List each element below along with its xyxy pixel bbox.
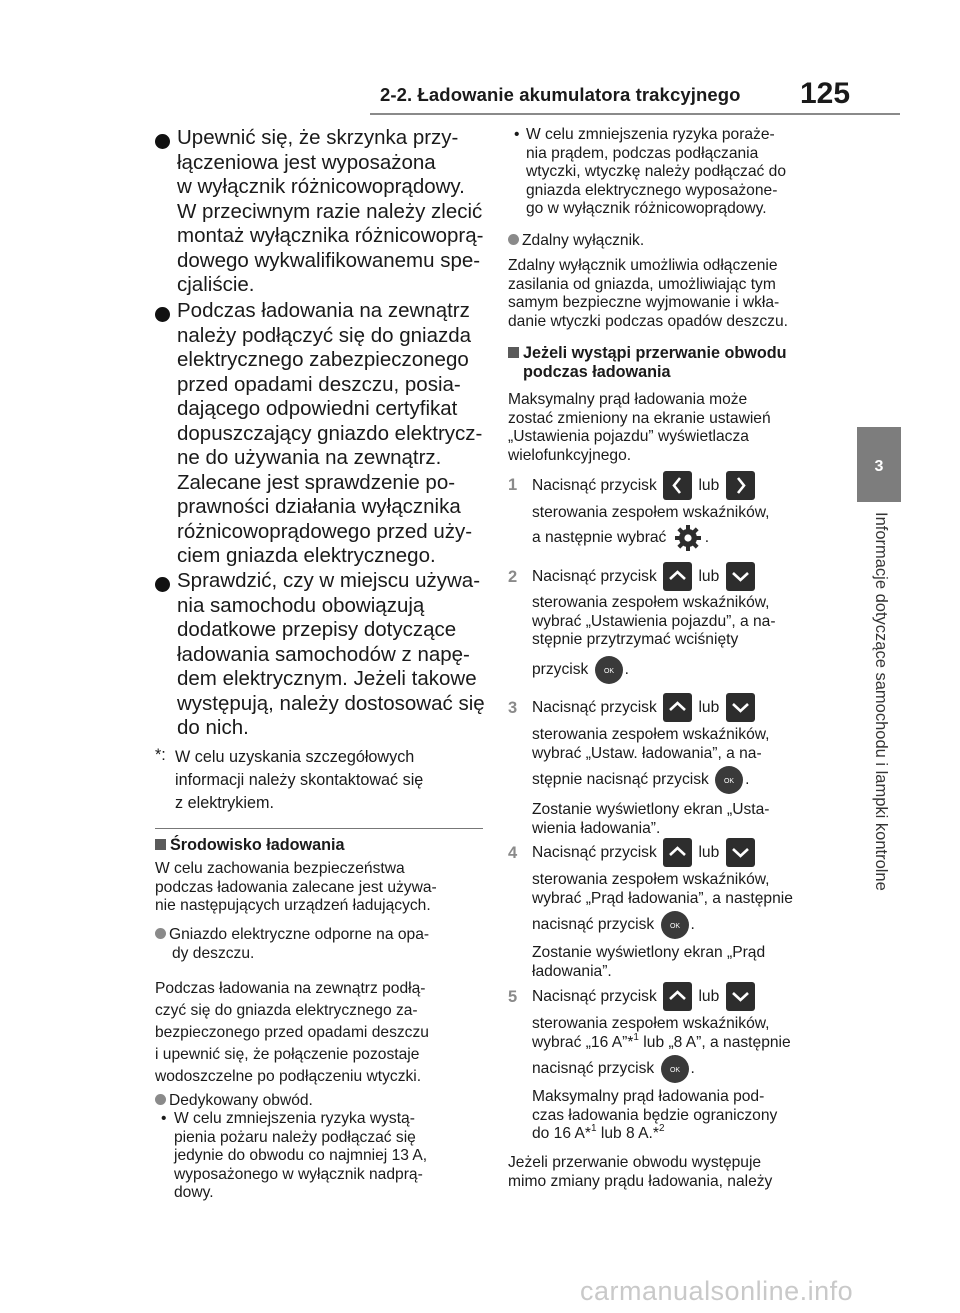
square-bullet-icon bbox=[508, 347, 519, 358]
text-line: ne do używania na zewnątrz. bbox=[177, 446, 442, 469]
paragraph bbox=[508, 257, 788, 331]
text-line: W celu zmniejszenia ryzyka poraże- bbox=[526, 126, 775, 143]
step-2-text bbox=[532, 594, 776, 650]
text-line: samym bezpieczne wyjmowanie i wkła- bbox=[508, 294, 780, 312]
square-bullet-icon bbox=[155, 839, 166, 850]
text-line: nie następujących urządzeń ładujących. bbox=[155, 897, 431, 915]
bullet-dot-icon bbox=[155, 928, 166, 939]
text-line: bezpieczonego przed opadami deszczu bbox=[155, 1024, 429, 1041]
step-3-line: stępnie nacisnąć przycisk OK . bbox=[532, 764, 750, 796]
text-line: zostać zmieniony na ekranie ustawień bbox=[508, 409, 771, 427]
text-line: Maksymalny prąd ładowania może bbox=[508, 391, 748, 408]
text-line: przed opadami deszczu, posia- bbox=[177, 372, 461, 396]
chevron-up-icon bbox=[663, 693, 692, 722]
ok-button-icon bbox=[595, 656, 623, 684]
step-number: 2 bbox=[508, 568, 518, 586]
text-line: mimo zmiany prądu ładowania, należy bbox=[508, 1172, 773, 1190]
page-number: 125 bbox=[800, 77, 851, 110]
text-line: dającego odpowiedni certyfikat bbox=[177, 397, 458, 420]
list-item: Dedykowany obwód. bbox=[155, 1092, 313, 1111]
text-line: z elektrykiem. bbox=[175, 794, 274, 812]
section-divider bbox=[155, 828, 483, 829]
text-line: do 16 A*$^1$ lub 8 A.*$^2$ bbox=[532, 1123, 665, 1143]
chevron-down-icon bbox=[726, 838, 755, 867]
svg-text:OK: OK bbox=[669, 1066, 680, 1074]
text-line: nia prądem, podczas podłączania bbox=[526, 144, 759, 162]
section-heading: Jeżeli wystąpi przerwanie obwodu podczas ładowania bbox=[508, 344, 787, 382]
text-line: łączeniowa jest wyposażona bbox=[177, 150, 436, 174]
chevron-up-icon bbox=[663, 562, 692, 591]
text-line: W przeciwnym razie należy zlecić bbox=[177, 199, 483, 223]
text-line: występują, należy dostosować się bbox=[177, 691, 485, 715]
footnote-mark: *: bbox=[155, 746, 166, 764]
ok-button-icon bbox=[661, 1055, 689, 1083]
chevron-down-icon bbox=[726, 982, 755, 1011]
text-line: wybrać „Ustaw. ładowania”, a na- bbox=[532, 744, 762, 762]
list-item: Zdalny wyłącznik. bbox=[508, 232, 644, 251]
text-line: wybrać „Prąd ładowania”, a następnie bbox=[532, 889, 793, 907]
chevron-right-icon bbox=[726, 471, 755, 500]
text-line: informacji należy skontaktować się bbox=[175, 771, 424, 789]
text-line: sterowania zespołem wskaźników, bbox=[532, 1015, 770, 1032]
text-line: dowego wykwalifikowanemu spe- bbox=[177, 248, 481, 272]
step-number: 3 bbox=[508, 699, 518, 717]
svg-text:OK: OK bbox=[724, 777, 735, 785]
step-2: Nacisnąć przycisk lub bbox=[532, 562, 757, 591]
text-line: prawności działania wyłącznika bbox=[177, 495, 461, 518]
text-line: Podczas ładowania na zewnątrz bbox=[177, 299, 470, 322]
text-line: wyposażonego w wyłącznik nadprą- bbox=[174, 1165, 423, 1183]
bullet-dot-icon bbox=[508, 234, 519, 245]
text-line: należy podłączyć się do gniazda bbox=[177, 323, 472, 347]
text-line: wielofunkcyjnego. bbox=[508, 446, 632, 464]
text-line: dem elektrycznym. Jeżeli takowe bbox=[177, 667, 477, 690]
step-2-line: przycisk OK . bbox=[532, 654, 629, 686]
text-line: W celu zmniejszenia ryzyka wystą- bbox=[174, 1110, 415, 1127]
text-line: dowy. bbox=[174, 1184, 214, 1202]
text-line: różnicowoprądowego przed uży- bbox=[177, 519, 473, 543]
ok-button-icon bbox=[661, 911, 689, 939]
step-5: Nacisnąć przycisk lub bbox=[532, 982, 757, 1011]
section-header-title: 2-2. Ładowanie akumulatora trakcyjnego bbox=[380, 84, 741, 105]
sub-bullet bbox=[174, 1110, 427, 1203]
step-4-result bbox=[532, 944, 765, 981]
text-line: dodatkowe przepisy dotyczące bbox=[177, 618, 457, 641]
text-line: sterowania zespołem wskaźników, bbox=[532, 504, 770, 521]
bullet-dot-icon bbox=[155, 134, 170, 149]
section-heading: Środowisko ładowania bbox=[155, 836, 345, 855]
text-line: ładowania samochodów z napę- bbox=[177, 642, 470, 666]
text-line: w wyłącznik różnicowoprądowy. bbox=[177, 175, 465, 198]
text-line: czas ładowania będzie ograniczony bbox=[532, 1106, 778, 1124]
bullet-dot-icon bbox=[155, 1094, 166, 1105]
text-line: Zdalny wyłącznik umożliwia odłączenie bbox=[508, 257, 778, 274]
text-line: Podczas ładowania na zewnątrz podłą- bbox=[155, 980, 426, 997]
text-line: „Ustawienia pojazdu” wyświetlacza bbox=[508, 428, 749, 446]
text-line: wienia ładowania”. bbox=[532, 819, 661, 837]
step-1-line: a następnie wybrać . bbox=[532, 522, 709, 554]
sub-bullet-mark: • bbox=[514, 126, 520, 143]
header-divider bbox=[370, 113, 900, 115]
text-line: ładowania”. bbox=[532, 962, 612, 980]
footnote bbox=[175, 746, 423, 815]
text-line: W celu zachowania bezpieczeństwa bbox=[155, 860, 405, 877]
text-line: Sprawdzić, czy w miejscu używa- bbox=[177, 569, 481, 592]
text-line: Zostanie wyświetlony ekran „Prąd bbox=[532, 944, 766, 961]
gear-icon bbox=[673, 523, 703, 553]
sub-bullet-mark: • bbox=[161, 1110, 167, 1127]
text-line: podczas ładowania zalecane jest używa- bbox=[155, 878, 437, 896]
chevron-up-icon bbox=[663, 982, 692, 1011]
sub-bullet bbox=[526, 126, 786, 219]
text-line: wtyczki, wtyczkę należy podłączać do bbox=[526, 163, 786, 181]
text-line: Zostanie wyświetlony ekran „Usta- bbox=[532, 801, 770, 818]
ok-button-icon bbox=[715, 766, 743, 794]
chevron-down-icon bbox=[726, 693, 755, 722]
paragraph bbox=[155, 978, 429, 1088]
bullet-dot-icon bbox=[155, 577, 170, 592]
chevron-down-icon bbox=[726, 562, 755, 591]
text-line: sterowania zespołem wskaźników, bbox=[532, 726, 770, 743]
text-line: ciem gniazda elektrycznego. bbox=[177, 544, 436, 567]
text-line: dopuszczający gniazdo elektrycz- bbox=[177, 421, 483, 445]
text-line: elektrycznego zabezpieczonego bbox=[177, 348, 469, 371]
svg-text:OK: OK bbox=[669, 922, 680, 930]
chevron-up-icon bbox=[663, 838, 692, 867]
text-line: danie wtyczki podczas opadów deszczu. bbox=[508, 312, 788, 330]
watermark: carmanualsonline.info bbox=[580, 1276, 854, 1306]
step-5-result bbox=[532, 1088, 777, 1144]
step-3-result bbox=[532, 801, 769, 838]
step-3: Nacisnąć przycisk lub bbox=[532, 693, 757, 722]
text-line: stępnie przytrzymać wciśnięty bbox=[532, 631, 739, 649]
text-line: gniazda elektrycznego wyposażone- bbox=[526, 181, 778, 199]
step-4: Nacisnąć przycisk lub bbox=[532, 838, 757, 867]
text-line: go w wyłącznik różnicowoprądowy. bbox=[526, 200, 767, 218]
list-item: Gniazdo elektryczne odporne na opa- dy deszczu. bbox=[155, 926, 429, 963]
step-4-line: nacisnąć przycisk OK . bbox=[532, 909, 695, 941]
step-4-text bbox=[532, 871, 793, 908]
section-intro bbox=[155, 860, 437, 916]
svg-text:OK: OK bbox=[603, 667, 614, 675]
chevron-left-icon bbox=[663, 471, 692, 500]
text-line: dy deszczu. bbox=[172, 944, 255, 962]
text-line: nia samochodu obowiązują bbox=[177, 593, 425, 617]
step-3-text bbox=[532, 726, 769, 763]
text-line: i upewnić się, że połączenie pozostaje bbox=[155, 1046, 420, 1063]
text-line: zasilania od gniazda, umożliwiając tym bbox=[508, 275, 776, 293]
text-line: sterowania zespołem wskaźników, bbox=[532, 871, 770, 888]
step-number: 4 bbox=[508, 844, 518, 862]
step-number: 1 bbox=[508, 476, 518, 494]
step-5-line: nacisnąć przycisk OK . bbox=[532, 1053, 695, 1085]
text-line: wybrać „16 A”*$^1$ lub „8 A”, a następnie bbox=[532, 1031, 791, 1051]
text-line: W celu uzyskania szczegółowych bbox=[175, 748, 415, 766]
text-line: cjaliście. bbox=[177, 273, 255, 296]
text-line: montaż wyłącznika różnicowoprą- bbox=[177, 224, 484, 247]
text-line: sterowania zespołem wskaźników, bbox=[532, 594, 770, 611]
text-line: Jeżeli przerwanie obwodu występuje bbox=[508, 1154, 762, 1171]
text-line: jedynie do obwodu co najmniej 13 A, bbox=[174, 1147, 428, 1165]
text-line: do nich. bbox=[177, 716, 249, 739]
chapter-tab: 3 bbox=[857, 427, 901, 502]
text-line: Zalecane jest sprawdzenie po- bbox=[177, 470, 456, 494]
text-line: Maksymalny prąd ładowania pod- bbox=[532, 1088, 765, 1105]
text-line: Upewnić się, że skrzynka przy- bbox=[177, 126, 459, 149]
closing-paragraph bbox=[508, 1154, 772, 1191]
step-5-text bbox=[532, 1015, 791, 1052]
bullet-dot-icon bbox=[155, 307, 170, 322]
text-line: podczas ładowania bbox=[523, 363, 671, 382]
text-line: czyć się do gniazda elektrycznego za- bbox=[155, 1002, 418, 1019]
chapter-label: Informacje dotyczące samochodu i lampki kontrolne bbox=[872, 512, 890, 891]
text-line: pienia pożaru należy podłączać się bbox=[174, 1128, 416, 1146]
step-number: 5 bbox=[508, 988, 518, 1006]
paragraph bbox=[508, 391, 771, 465]
text-line: wodoszczelne po podłączeniu wtyczki. bbox=[155, 1068, 422, 1085]
text-line: wybrać „Ustawienia pojazdu”, a na- bbox=[532, 612, 776, 630]
step-1: Nacisnąć przycisk lub bbox=[532, 471, 757, 500]
